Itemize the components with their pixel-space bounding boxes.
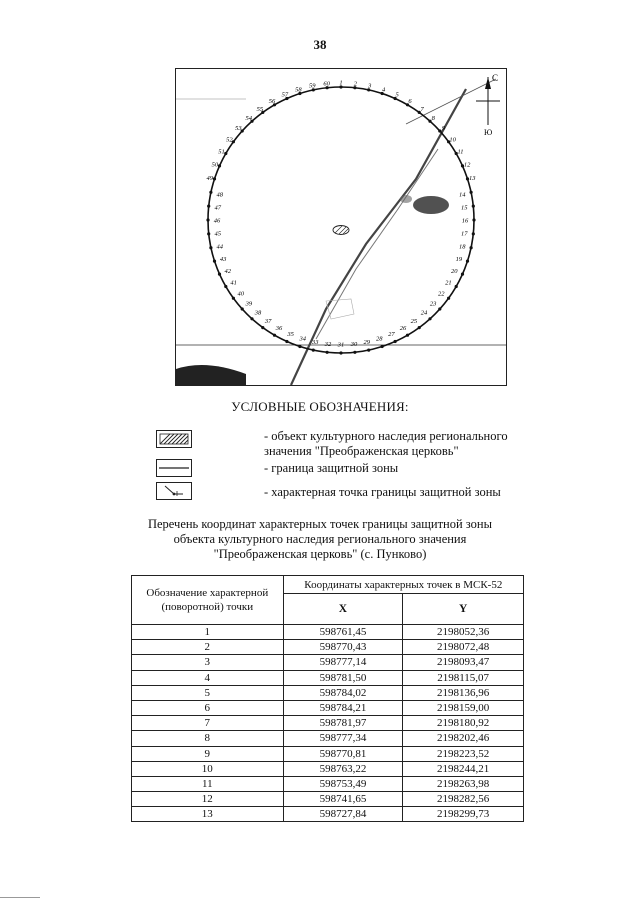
table-row — [132, 731, 524, 746]
boundary-point-label: 52 — [226, 136, 233, 144]
list-title-line-1: Перечень координат характерных точек границы защитной зоны — [147, 517, 493, 531]
protection-zone-map — [175, 68, 507, 386]
boundary-point-marker — [461, 273, 464, 276]
boundary-point-marker — [218, 164, 221, 167]
boundary-point-label: 22 — [438, 290, 445, 298]
table-cell-y: 2198115,07 — [403, 670, 524, 685]
boundary-point-label: 2 — [353, 80, 358, 88]
y-column-header: Y — [403, 594, 524, 625]
boundary-point-label: 20 — [451, 267, 458, 275]
boundary-point-label: 13 — [468, 174, 476, 182]
table-cell-x: 598770,43 — [283, 640, 403, 655]
protection-zone-boundary — [208, 87, 474, 353]
dark-patch — [413, 196, 449, 214]
table-row — [132, 716, 524, 731]
boundary-point-marker — [470, 191, 473, 194]
table-cell-point: 1 — [132, 625, 284, 640]
boundary-point-label: 5 — [395, 91, 399, 99]
boundary-point-marker — [218, 273, 221, 276]
boundary-point-marker — [472, 218, 475, 221]
boundary-point-marker — [224, 285, 227, 288]
legend-text-boundary: - граница защитной зоны — [264, 461, 399, 475]
list-title-line-2: объекта культурного наследия регионального значения — [173, 532, 467, 546]
boundary-point-marker — [367, 349, 370, 352]
boundary-point-marker — [273, 334, 276, 337]
boundary-point-label: 46 — [213, 217, 221, 225]
table-cell-point: 8 — [132, 731, 284, 746]
table-cell-x: 598781,50 — [283, 670, 403, 685]
table-cell-y: 2198282,56 — [403, 792, 524, 807]
boundary-point-label: 33 — [311, 338, 319, 346]
table-cell-x: 598784,21 — [283, 700, 403, 715]
boundary-point-label: 16 — [461, 217, 469, 225]
boundary-point-label: 57 — [281, 91, 289, 99]
boundary-point-label: 47 — [214, 204, 221, 212]
boundary-point-marker — [455, 285, 458, 288]
table-row — [132, 640, 524, 655]
boundary-line-icon — [156, 459, 192, 477]
boundary-point-marker — [209, 246, 212, 249]
boundary-point-label: 31 — [337, 341, 345, 349]
boundary-point-label: 49 — [206, 174, 214, 182]
boundary-point-label: 8 — [431, 114, 435, 122]
boundary-point-marker — [472, 232, 475, 235]
table-cell-point: 9 — [132, 746, 284, 761]
legend-text-object: - объект культурного наследия регионального значения "Преображенская церковь" — [264, 429, 508, 458]
boundary-point-marker — [298, 345, 301, 348]
boundary-point-label: 60 — [323, 80, 330, 88]
table-row — [132, 792, 524, 807]
boundary-point-label: 59 — [309, 82, 316, 90]
boundary-point-label: 56 — [268, 98, 276, 105]
table-cell-point: 2 — [132, 640, 284, 655]
boundary-point-marker — [418, 326, 421, 329]
list-title-line-3: "Преображенская церковь" (с. Пунково) — [213, 547, 427, 561]
boundary-point-marker — [232, 297, 235, 300]
table-cell-x: 598777,14 — [283, 655, 403, 670]
boundary-point-label: 53 — [235, 125, 242, 133]
table-row — [132, 746, 524, 761]
boundary-point-label: 21 — [445, 279, 452, 287]
boundary-point-label: 50 — [211, 161, 219, 169]
table-cell-point: 5 — [132, 685, 284, 700]
map-canvas — [176, 69, 506, 385]
boundary-point-label: 41 — [230, 279, 237, 287]
boundary-point-marker — [207, 205, 210, 208]
boundary-point-label: 30 — [350, 340, 358, 348]
table-cell-point: 4 — [132, 670, 284, 685]
table-cell-x: 598761,45 — [283, 625, 403, 640]
table-cell-x: 598777,34 — [283, 731, 403, 746]
boundary-point-marker — [438, 129, 441, 132]
table-cell-y: 2198093,47 — [403, 655, 524, 670]
table-cell-y: 2198136,96 — [403, 685, 524, 700]
boundary-point-marker — [285, 340, 288, 343]
boundary-point-marker — [207, 232, 210, 235]
table-row — [132, 685, 524, 700]
legend-title: УСЛОВНЫЕ ОБОЗНАЧЕНИЯ: — [231, 399, 409, 414]
table-cell-point: 12 — [132, 792, 284, 807]
boundary-point-marker — [394, 340, 397, 343]
footer-rule — [0, 897, 40, 898]
boundary-point-label: 10 — [449, 136, 456, 144]
boundary-point-label: 27 — [388, 330, 395, 338]
boundary-point-label: 38 — [254, 309, 262, 317]
boundary-point-label: 12 — [463, 161, 471, 169]
boundary-point-label: 43 — [219, 255, 227, 263]
boundary-point-marker — [339, 351, 342, 354]
table-cell-point: 13 — [132, 807, 284, 822]
table-cell-x: 598753,49 — [283, 776, 403, 791]
boundary-point-label: 17 — [461, 230, 468, 238]
church-object — [333, 226, 349, 235]
boundary-point-marker — [466, 260, 469, 263]
table-cell-y: 2198180,92 — [403, 716, 524, 731]
boundary-point-label: 11 — [457, 148, 464, 156]
table-cell-x: 598727,84 — [283, 807, 403, 822]
compass-south-label: Ю — [484, 128, 493, 137]
boundary-point-marker — [213, 177, 216, 180]
boundary-point-marker — [353, 351, 356, 354]
dark-terrain — [176, 365, 246, 385]
boundary-point-label: 1 — [339, 79, 343, 87]
table-cell-y: 2198052,36 — [403, 625, 524, 640]
boundary-point-label: 39 — [245, 300, 253, 308]
boundary-point-label: 15 — [461, 204, 468, 212]
table-row — [132, 670, 524, 685]
coordinates-list-title — [0, 517, 640, 562]
boundary-point-marker — [213, 260, 216, 263]
table-cell-point: 3 — [132, 655, 284, 670]
boundary-point-marker — [250, 317, 253, 320]
table-row — [132, 776, 524, 791]
boundary-point-label: 6 — [408, 98, 412, 105]
boundary-point-label: 32 — [324, 340, 332, 348]
boundary-point-label: 44 — [216, 243, 223, 251]
boundary-point-label: 36 — [275, 324, 283, 332]
boundary-point-marker — [406, 334, 409, 337]
boundary-point-label: 40 — [237, 290, 244, 298]
boundary-point-marker — [438, 307, 441, 310]
boundary-point-label: 3 — [368, 82, 372, 90]
x-column-header: X — [283, 594, 403, 625]
table-cell-y: 2198072,48 — [403, 640, 524, 655]
table-cell-point: 6 — [132, 700, 284, 715]
boundary-point-label: 29 — [363, 338, 371, 346]
boundary-point-marker — [241, 307, 244, 310]
boundary-point-marker — [447, 297, 450, 300]
boundary-point-marker — [312, 349, 315, 352]
boundary-point-label: 54 — [245, 114, 252, 122]
table-cell-y: 2198244,21 — [403, 761, 524, 776]
boundary-point-label: 26 — [399, 324, 407, 332]
road-diagonal-2 — [316, 149, 438, 339]
boundary-point-label: 28 — [376, 335, 383, 343]
table-row — [132, 807, 524, 822]
boundary-point-label: 58 — [295, 86, 302, 94]
boundary-point-marker — [261, 326, 264, 329]
boundary-point-label: 23 — [429, 300, 437, 308]
table-cell-point: 10 — [132, 761, 284, 776]
point-column-header: Обозначение характерной (поворотной) точки — [132, 576, 284, 625]
boundary-point-marker — [472, 205, 475, 208]
compass-icon — [476, 73, 500, 137]
table-cell-y: 2198202,46 — [403, 731, 524, 746]
table-row — [132, 625, 524, 640]
coordinates-table — [131, 575, 524, 822]
table-row — [132, 761, 524, 776]
boundary-point-label: 24 — [420, 309, 428, 317]
boundary-point-marker — [206, 218, 209, 221]
table-cell-y: 2198263,98 — [403, 776, 524, 791]
table-row — [132, 700, 524, 715]
boundary-point-icon — [156, 482, 192, 500]
boundary-point-label: 51 — [218, 148, 225, 156]
table-cell-y: 2198299,73 — [403, 807, 524, 822]
boundary-point-label: 14 — [459, 191, 466, 199]
table-cell-x: 598770,81 — [283, 746, 403, 761]
boundary-point-marker — [428, 317, 431, 320]
legend-text-point: - характерная точка границы защитной зоны — [264, 485, 501, 499]
boundary-point-label: 37 — [264, 317, 272, 325]
boundary-point-label: 48 — [216, 191, 223, 199]
boundary-point-label: 42 — [224, 267, 231, 275]
coords-group-header: Координаты характерных точек в МСК-52 — [283, 576, 523, 594]
page-number: 38 — [313, 37, 327, 52]
boundary-point-label: 9 — [441, 125, 446, 133]
boundary-point-marker — [326, 351, 329, 354]
boundary-point-label: 34 — [299, 335, 306, 343]
table-cell-x: 598784,02 — [283, 685, 403, 700]
table-cell-y: 2198223,52 — [403, 746, 524, 761]
boundary-point-label: 7 — [420, 105, 424, 113]
boundary-point-marker — [470, 246, 473, 249]
table-cell-y: 2198159,00 — [403, 700, 524, 715]
boundary-point-label: 18 — [459, 243, 466, 251]
boundary-point-label: 19 — [455, 255, 463, 263]
table-row — [132, 655, 524, 670]
table-cell-x: 598741,65 — [283, 792, 403, 807]
table-cell-x: 598781,97 — [283, 716, 403, 731]
boundary-point-label: 55 — [256, 105, 264, 113]
compass-north-label: C — [492, 73, 499, 83]
boundary-point-marker — [381, 345, 384, 348]
coordinates-table-body — [132, 625, 524, 822]
boundary-point-marker — [209, 191, 212, 194]
boundary-point-label: 25 — [410, 317, 418, 325]
hatched-rectangle-icon — [156, 430, 192, 448]
table-cell-point: 7 — [132, 716, 284, 731]
boundary-point-label: 35 — [287, 330, 294, 338]
boundary-point-label: 4 — [381, 86, 386, 94]
table-cell-x: 598763,22 — [283, 761, 403, 776]
table-cell-point: 11 — [132, 776, 284, 791]
boundary-point-label: 45 — [214, 230, 221, 238]
